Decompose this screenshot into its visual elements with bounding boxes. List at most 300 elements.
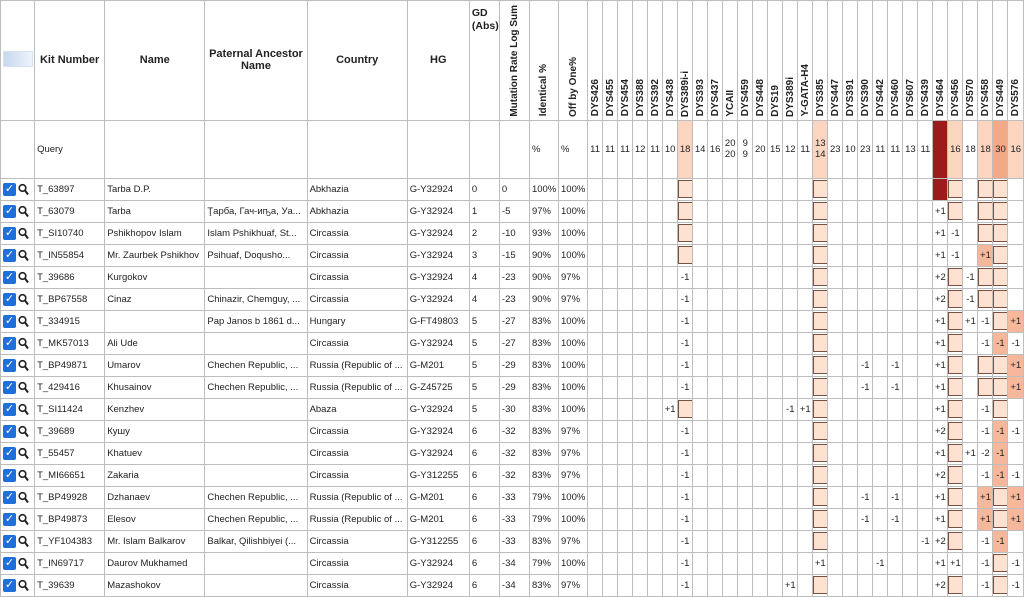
marker-diff: -1 xyxy=(680,359,690,371)
marker-header-dys459[interactable] xyxy=(738,1,753,121)
kit-number-cell[interactable] xyxy=(35,376,105,398)
select-checkbox[interactable]: ✓ xyxy=(4,270,15,283)
off-by-one-header[interactable] xyxy=(559,1,588,121)
name-cell-value: Khusainov xyxy=(107,381,152,393)
marker-cell xyxy=(873,552,888,574)
ancestor-cell xyxy=(205,420,307,442)
row-select-cell xyxy=(1,552,35,574)
marker-cell xyxy=(918,310,933,332)
marker-cell xyxy=(738,200,753,222)
ancestor-cell xyxy=(205,398,307,420)
identical-percent-cell xyxy=(529,354,558,376)
marker-cell xyxy=(738,530,753,552)
marker-cell xyxy=(1008,200,1024,222)
ancestor-cell xyxy=(205,332,307,354)
marker-cell xyxy=(708,574,723,596)
name-cell-value: Mr. Zaurbek Pshikhov xyxy=(107,249,200,261)
query-marker-value: 13 xyxy=(905,143,916,155)
kit-number-cell-value: T_BP49928 xyxy=(37,491,88,503)
marker-box xyxy=(993,488,1008,506)
marker-cell xyxy=(783,288,798,310)
paternal-ancestor-header[interactable] xyxy=(205,1,307,121)
marker-cell xyxy=(678,178,693,200)
identical-percent-cell xyxy=(529,398,558,420)
marker-header-dys454[interactable] xyxy=(618,1,633,121)
ancestor-cell-value: Balkar, Qilishbiyei (... xyxy=(207,535,297,547)
magnifier-icon[interactable] xyxy=(18,491,29,504)
marker-header-ycaii[interactable] xyxy=(723,1,738,121)
ancestor-cell xyxy=(205,508,307,530)
magnifier-icon[interactable] xyxy=(18,315,29,328)
magnifier-icon[interactable] xyxy=(18,579,29,592)
kit-number-cell-value: T_55457 xyxy=(37,447,75,459)
ancestor-cell xyxy=(205,288,307,310)
name-cell-value: Dzhanaev xyxy=(107,491,150,503)
query-marker-dys391 xyxy=(843,120,858,178)
marker-cell xyxy=(768,442,783,464)
kit-number-cell-value: T_SI10740 xyxy=(37,227,84,239)
marker-diff: +1 xyxy=(1010,513,1022,525)
marker-cell xyxy=(783,420,798,442)
name-cell xyxy=(105,508,205,530)
marker-diff: -1 xyxy=(981,579,990,591)
marker-cell xyxy=(633,178,648,200)
marker-cell xyxy=(753,288,768,310)
query-marker-dys455 xyxy=(603,120,618,178)
country-cell xyxy=(307,288,407,310)
select-checkbox[interactable]: ✓ xyxy=(4,248,15,261)
marker-cell xyxy=(588,420,603,442)
ancestor-cell-value: Islam Pshikhuaf, St... xyxy=(207,227,297,239)
marker-header-dys385[interactable] xyxy=(813,1,828,121)
marker-cell xyxy=(708,288,723,310)
off-by-one-header-label: Off by One% xyxy=(567,56,579,117)
query-marker-dys390 xyxy=(858,120,873,178)
marker-cell xyxy=(588,288,603,310)
name-cell-value: Zakaria xyxy=(107,469,139,481)
query-marker-dys389i-i xyxy=(678,120,693,178)
marker-cell xyxy=(618,442,633,464)
marker-header-dys442[interactable] xyxy=(873,1,888,121)
magnifier-icon[interactable] xyxy=(18,381,29,394)
marker-header-dys426[interactable] xyxy=(588,1,603,121)
marker-cell xyxy=(708,310,723,332)
magnifier-icon[interactable] xyxy=(18,337,29,350)
marker-cell xyxy=(618,200,633,222)
query-marker-value: 12 xyxy=(784,143,796,155)
select-checkbox[interactable]: ✓ xyxy=(4,402,15,415)
hg-header[interactable] xyxy=(407,1,469,121)
marker-cell xyxy=(768,244,783,266)
kit-number-cell[interactable] xyxy=(35,398,105,420)
gd-cell-value: 3 xyxy=(471,249,478,261)
marker-cell xyxy=(903,376,918,398)
marker-box xyxy=(978,356,993,374)
kit-number-cell[interactable] xyxy=(35,178,105,200)
marker-cell xyxy=(768,310,783,332)
query-multi-value xyxy=(815,138,826,160)
marker-cell xyxy=(603,574,618,596)
marker-cell xyxy=(1008,332,1024,354)
marker-cell xyxy=(888,442,903,464)
marker-label: DYS459 xyxy=(739,79,751,117)
marker-cell xyxy=(708,178,723,200)
kit-number-cell[interactable] xyxy=(35,552,105,574)
marker-header-dys389i-i[interactable] xyxy=(678,1,693,121)
country-cell xyxy=(307,200,407,222)
hg-cell xyxy=(407,178,469,200)
marker-cell xyxy=(648,464,663,486)
select-checkbox[interactable]: ✓ xyxy=(4,424,15,437)
marker-cell xyxy=(663,420,678,442)
query-multi-value-a: 20 xyxy=(724,138,736,150)
ancestor-cell-value: Chechen Republic, ... xyxy=(207,491,299,503)
kit-number-cell[interactable] xyxy=(35,354,105,376)
select-checkbox[interactable]: ✓ xyxy=(4,468,15,481)
marker-cell xyxy=(708,508,723,530)
marker-cell xyxy=(708,222,723,244)
select-checkbox[interactable]: ✓ xyxy=(4,292,15,305)
hg-cell-value: G-Y32924 xyxy=(409,579,454,591)
magnifier-icon[interactable] xyxy=(18,403,29,416)
gd-cell-value: 6 xyxy=(471,469,478,481)
marker-cell xyxy=(843,310,858,332)
marker-box xyxy=(948,466,963,484)
ancestor-cell-value: Ţарба, Гач-иҧа, Уа... xyxy=(207,205,301,217)
off-by-one-cell xyxy=(559,376,588,398)
identical-percent-header[interactable] xyxy=(529,1,558,121)
marker-label: DYS447 xyxy=(829,79,841,117)
identical-percent-cell-value: 90% xyxy=(531,271,551,283)
marker-cell xyxy=(828,486,843,508)
marker-cell xyxy=(618,574,633,596)
marker-box xyxy=(813,224,828,242)
marker-cell xyxy=(903,508,918,530)
query-select-cell xyxy=(1,120,35,178)
marker-diff: -1 xyxy=(680,535,690,547)
mutation-rate-cell xyxy=(499,508,529,530)
marker-cell xyxy=(663,376,678,398)
marker-cell xyxy=(618,376,633,398)
name-cell xyxy=(105,288,205,310)
name-cell-value: Ali Ude xyxy=(107,337,138,349)
query-marker-value: 18 xyxy=(679,143,691,155)
identical-percent-cell xyxy=(529,552,558,574)
query-marker-dys458 xyxy=(978,120,993,178)
hg-cell xyxy=(407,574,469,596)
marker-cell xyxy=(783,486,798,508)
kit-number-cell[interactable] xyxy=(35,310,105,332)
select-checkbox[interactable]: ✓ xyxy=(4,512,15,525)
marker-header-dys607[interactable] xyxy=(903,1,918,121)
marker-cell xyxy=(783,244,798,266)
magnifier-icon[interactable] xyxy=(18,205,29,218)
select-checkbox[interactable]: ✓ xyxy=(4,380,15,393)
marker-diff: +1 xyxy=(934,381,946,393)
marker-header-dys458[interactable] xyxy=(978,1,993,121)
select-checkbox[interactable]: ✓ xyxy=(4,314,15,327)
name-cell xyxy=(105,244,205,266)
country-cell xyxy=(307,442,407,464)
hg-cell-value: G-Y32924 xyxy=(409,271,454,283)
marker-cell xyxy=(693,442,708,464)
marker-cell xyxy=(633,530,648,552)
gd-header[interactable] xyxy=(469,1,499,121)
off-by-one-cell xyxy=(559,288,588,310)
magnifier-icon[interactable] xyxy=(18,359,29,372)
marker-cell xyxy=(738,508,753,530)
marker-diff: +1 xyxy=(934,337,946,349)
marker-cell xyxy=(978,178,993,200)
marker-cell xyxy=(618,398,633,420)
marker-cell xyxy=(693,244,708,266)
country-header[interactable] xyxy=(307,1,407,121)
marker-label: DYS576 xyxy=(1010,79,1022,117)
identical-percent-cell-value: 83% xyxy=(531,381,551,393)
mutation-rate-header[interactable] xyxy=(499,1,529,121)
marker-cell xyxy=(858,376,873,398)
select-checkbox[interactable]: ✓ xyxy=(4,226,15,239)
kit-number-cell[interactable] xyxy=(35,288,105,310)
marker-cell xyxy=(753,486,768,508)
kit-number-cell[interactable] xyxy=(35,574,105,596)
country-cell xyxy=(307,244,407,266)
kit-number-cell[interactable] xyxy=(35,420,105,442)
marker-header-dys438[interactable] xyxy=(663,1,678,121)
marker-cell xyxy=(753,222,768,244)
country-cell-value: Circassia xyxy=(309,337,349,349)
marker-cell xyxy=(813,288,828,310)
marker-cell xyxy=(948,200,963,222)
select-all-header[interactable] xyxy=(1,1,35,121)
marker-cell xyxy=(963,464,978,486)
marker-cell xyxy=(843,420,858,442)
table-row xyxy=(1,178,1024,200)
marker-box xyxy=(813,312,828,330)
marker-cell xyxy=(708,420,723,442)
marker-diff: -1 xyxy=(1011,425,1020,437)
marker-label: Y-GATA-H4 xyxy=(799,64,811,117)
marker-cell xyxy=(663,332,678,354)
kit-number-header[interactable] xyxy=(35,1,105,121)
marker-header-dys570[interactable] xyxy=(963,1,978,121)
marker-header-dys393[interactable] xyxy=(693,1,708,121)
kit-number-cell[interactable] xyxy=(35,442,105,464)
magnifier-icon[interactable] xyxy=(18,469,29,482)
identical-percent-cell-value: 83% xyxy=(531,359,551,371)
marker-cell xyxy=(783,398,798,420)
mutation-rate-cell-value: -27 xyxy=(501,315,516,327)
marker-cell xyxy=(888,420,903,442)
marker-cell xyxy=(813,222,828,244)
kit-number-cell[interactable] xyxy=(35,530,105,552)
select-checkbox[interactable]: ✓ xyxy=(4,336,15,349)
marker-header-dys456[interactable] xyxy=(948,1,963,121)
marker-header-dys391[interactable] xyxy=(843,1,858,121)
query-ident: % xyxy=(531,143,541,155)
marker-cell xyxy=(678,354,693,376)
kit-number-cell[interactable] xyxy=(35,222,105,244)
off-by-one-cell xyxy=(559,354,588,376)
magnifier-icon[interactable] xyxy=(18,513,29,526)
mutation-rate-cell xyxy=(499,332,529,354)
select-checkbox[interactable]: ✓ xyxy=(4,446,15,459)
query-multi-value xyxy=(725,138,736,160)
ancestor-cell xyxy=(205,354,307,376)
marker-cell xyxy=(918,244,933,266)
gd-cell-value: 4 xyxy=(471,293,478,305)
marker-cell xyxy=(783,266,798,288)
marker-header-dys447[interactable] xyxy=(828,1,843,121)
marker-cell xyxy=(678,332,693,354)
marker-label: DYS390 xyxy=(859,79,871,117)
marker-header-dys576[interactable] xyxy=(1008,1,1024,121)
marker-cell xyxy=(618,310,633,332)
marker-label: DYS19 xyxy=(769,84,781,117)
marker-diff: -1 xyxy=(680,579,690,591)
identical-percent-cell xyxy=(529,530,558,552)
marker-cell xyxy=(858,398,873,420)
gd-cell xyxy=(469,420,499,442)
kit-number-cell[interactable] xyxy=(35,200,105,222)
marker-box xyxy=(948,400,963,418)
marker-cell xyxy=(708,464,723,486)
query-row xyxy=(1,120,1024,178)
marker-header-dys439[interactable] xyxy=(918,1,933,121)
marker-label: DYS438 xyxy=(664,79,676,117)
hg-cell-value: G-Y32924 xyxy=(409,337,454,349)
marker-header-dys449[interactable] xyxy=(993,1,1008,121)
marker-header-dys392[interactable] xyxy=(648,1,663,121)
magnifier-icon[interactable] xyxy=(18,447,29,460)
marker-cell xyxy=(873,442,888,464)
mutation-rate-cell xyxy=(499,574,529,596)
ancestor-cell xyxy=(205,442,307,464)
hg-cell xyxy=(407,244,469,266)
marker-cell xyxy=(873,178,888,200)
query-marker-dys460 xyxy=(888,120,903,178)
magnifier-icon[interactable] xyxy=(18,535,29,548)
magnifier-icon[interactable] xyxy=(18,293,29,306)
magnifier-icon[interactable] xyxy=(18,249,29,262)
mutation-rate-cell xyxy=(499,222,529,244)
marker-header-dys19[interactable] xyxy=(768,1,783,121)
marker-box xyxy=(813,268,828,286)
marker-cell xyxy=(723,244,738,266)
marker-cell xyxy=(858,354,873,376)
marker-cell xyxy=(873,574,888,596)
query-marker-dys607 xyxy=(903,120,918,178)
mutation-rate-cell-value: -10 xyxy=(501,227,516,239)
marker-cell xyxy=(663,508,678,530)
marker-header-y-gata-h4[interactable] xyxy=(798,1,813,121)
marker-cell xyxy=(738,310,753,332)
select-checkbox[interactable]: ✓ xyxy=(4,534,15,547)
marker-header-dys455[interactable] xyxy=(603,1,618,121)
marker-cell xyxy=(738,552,753,574)
marker-cell xyxy=(648,354,663,376)
marker-cell xyxy=(993,552,1008,574)
mutation-rate-cell-value: -29 xyxy=(501,381,516,393)
name-header[interactable] xyxy=(105,1,205,121)
magnifier-icon[interactable] xyxy=(18,183,29,196)
table-row xyxy=(1,486,1024,508)
marker-cell xyxy=(603,222,618,244)
marker-header-dys437[interactable] xyxy=(708,1,723,121)
marker-cell xyxy=(948,574,963,596)
marker-cell xyxy=(993,376,1008,398)
select-checkbox[interactable]: ✓ xyxy=(4,358,15,371)
marker-cell xyxy=(933,552,948,574)
select-checkbox[interactable]: ✓ xyxy=(4,182,15,195)
marker-cell xyxy=(768,574,783,596)
marker-cell xyxy=(888,310,903,332)
marker-header-dys464[interactable] xyxy=(933,1,948,121)
table-row xyxy=(1,244,1024,266)
query-empty-cell xyxy=(105,120,205,178)
row-select-cell xyxy=(1,354,35,376)
marker-cell xyxy=(768,200,783,222)
magnifier-icon[interactable] xyxy=(18,557,29,570)
marker-header-dys460[interactable] xyxy=(888,1,903,121)
row-select-cell xyxy=(1,464,35,486)
marker-cell xyxy=(813,442,828,464)
marker-cell xyxy=(693,530,708,552)
marker-header-dys388[interactable] xyxy=(633,1,648,121)
marker-box xyxy=(678,180,693,198)
mutation-rate-cell-value: -32 xyxy=(501,447,516,459)
magnifier-icon[interactable] xyxy=(18,227,29,240)
select-checkbox[interactable]: ✓ xyxy=(4,556,15,569)
marker-cell xyxy=(588,310,603,332)
kit-number-cell[interactable] xyxy=(35,486,105,508)
magnifier-icon[interactable] xyxy=(18,271,29,284)
ancestor-cell xyxy=(205,266,307,288)
kit-number-cell[interactable] xyxy=(35,464,105,486)
table-row xyxy=(1,552,1024,574)
kit-number-cell[interactable] xyxy=(35,266,105,288)
magnifier-icon[interactable] xyxy=(18,425,29,438)
marker-header-dys390[interactable] xyxy=(858,1,873,121)
hg-cell xyxy=(407,486,469,508)
kit-number-cell[interactable] xyxy=(35,244,105,266)
marker-diff: -2 xyxy=(981,447,990,459)
off-by-one-cell xyxy=(559,178,588,200)
kit-number-cell[interactable] xyxy=(35,332,105,354)
marker-cell xyxy=(813,266,828,288)
hg-cell xyxy=(407,464,469,486)
marker-header-dys389i[interactable] xyxy=(783,1,798,121)
marker-cell xyxy=(678,486,693,508)
select-checkbox[interactable]: ✓ xyxy=(4,578,15,591)
marker-cell xyxy=(918,200,933,222)
marker-diff: +2 xyxy=(934,425,946,437)
paternal-ancestor-header-label: Paternal Ancestor Name xyxy=(209,48,303,73)
marker-cell xyxy=(858,222,873,244)
marker-header-dys448[interactable] xyxy=(753,1,768,121)
query-marker-dys576 xyxy=(1008,120,1024,178)
select-checkbox[interactable]: ✓ xyxy=(4,490,15,503)
off-by-one-cell-value: 100% xyxy=(561,227,586,239)
kit-number-cell[interactable] xyxy=(35,508,105,530)
marker-cell xyxy=(738,266,753,288)
marker-cell xyxy=(603,288,618,310)
hg-cell xyxy=(407,398,469,420)
marker-diff: -1 xyxy=(861,381,870,393)
marker-diff: +1 xyxy=(980,491,991,503)
select-checkbox[interactable]: ✓ xyxy=(4,204,15,217)
marker-cell xyxy=(783,464,798,486)
